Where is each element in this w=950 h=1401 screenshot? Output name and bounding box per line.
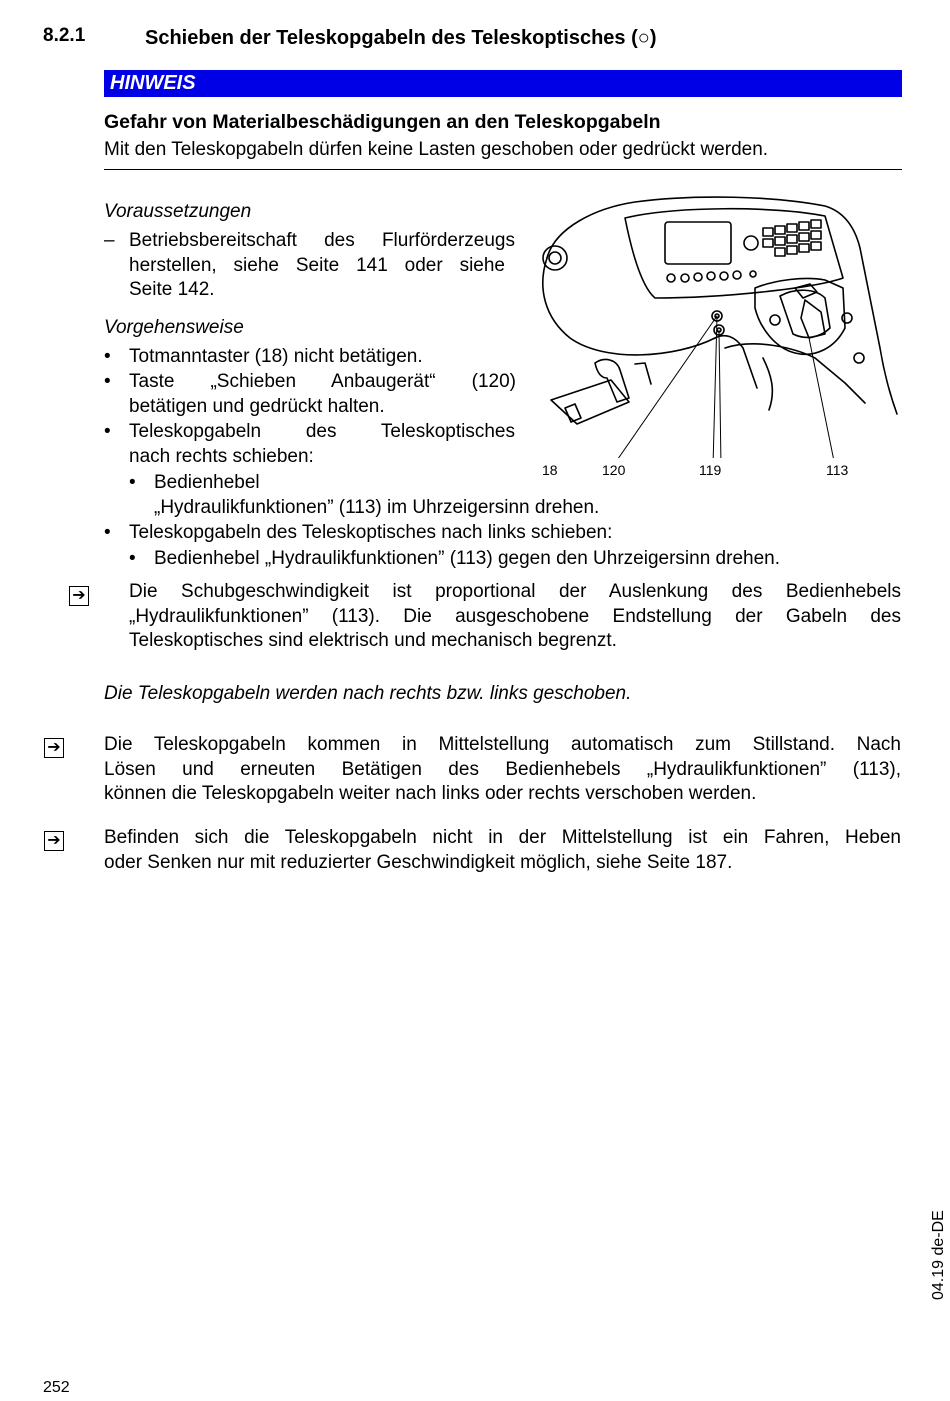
bullet: •: [104, 346, 111, 367]
note-line: Die Schubgeschwindigkeit ist proportional der Auslenkung des Bedienhebels: [129, 581, 901, 602]
procedure-step-line: nach rechts schieben:: [129, 445, 314, 467]
hint-label: HINWEIS: [110, 72, 196, 94]
bullet: •: [104, 371, 111, 392]
note-line: Teleskoptisches sind elektrisch und mechanisch begrenzt.: [129, 630, 617, 651]
prerequisite-line: Seite 142.: [129, 279, 215, 300]
procedure-step-line: Taste „Schieben Anbaugerät“ (120): [129, 371, 516, 392]
procedure-heading: Vorgehensweise: [104, 317, 244, 338]
prerequisite-line: herstellen, siehe Seite 141 oder siehe: [129, 254, 505, 276]
procedure-substep: [154, 471, 599, 520]
procedure-step: [129, 370, 516, 419]
figure-callout-120: 120: [602, 462, 626, 478]
procedure-substep-line: Bedienhebel: [154, 472, 260, 493]
document-code: 04.19 de-DE: [930, 1210, 947, 1300]
figure-callout-119: 119: [699, 462, 722, 478]
note-text: [129, 580, 901, 654]
figure-callout-18: 18: [542, 462, 558, 478]
note-line: Die Teleskopgabeln kommen in Mittelstellung automatisch zum Stillstand. Nach: [104, 734, 901, 755]
hint-banner: [104, 70, 902, 97]
bullet: •: [129, 472, 136, 493]
note-arrow-icon: ➔: [69, 586, 89, 606]
prerequisite-line: Betriebsbereitschaft des Flurförderzeugs: [129, 230, 515, 251]
section-number: 8.2.1: [43, 25, 86, 46]
note-line: können die Teleskopgabeln weiter nach links oder rechts verschoben werden.: [104, 783, 757, 804]
bullet: •: [104, 522, 111, 543]
bullet: •: [129, 548, 136, 569]
note-text: [104, 826, 901, 875]
note-line: oder Senken nur mit reduzierter Geschwindigkeit möglich, siehe Seite 187.: [104, 851, 733, 873]
procedure-step: Teleskopgabeln des Teleskoptisches nach links schieben:: [129, 522, 613, 543]
procedure-step: [129, 420, 515, 469]
prerequisites-heading: Voraussetzungen: [104, 201, 252, 222]
bullet: •: [104, 421, 111, 442]
procedure-substep: Bedienhebel „Hydraulikfunktionen” (113) gegen den Uhrzeigersinn drehen.: [154, 548, 780, 569]
procedure-step: Totmanntaster (18) nicht betätigen.: [129, 346, 423, 367]
note-line: Lösen und erneuten Betätigen des Bedienhebels „Hydraulikfunktionen” (113),: [104, 758, 901, 780]
note-arrow-icon: ➔: [44, 738, 64, 758]
page-number: 252: [43, 1379, 70, 1396]
hint-text: Mit den Teleskopgabeln dürfen keine Lasten geschoben oder gedrückt werden.: [104, 139, 769, 160]
procedure-step-line: Teleskopgabeln des Teleskoptisches: [129, 421, 515, 442]
hint-heading: Gefahr von Materialbeschädigungen an den Teleskopgabeln: [104, 111, 661, 133]
prerequisite-item: [129, 229, 515, 303]
note-line: Befinden sich die Teleskopgabeln nicht in der Mittelstellung ist ein Fahren, Heben: [104, 827, 901, 848]
control-panel-figure: [525, 188, 905, 458]
note-text: [104, 733, 901, 807]
hint-divider: [104, 169, 902, 170]
result-text: Die Teleskopgabeln werden nach rechts bzw. links geschoben.: [104, 683, 632, 704]
procedure-substep-line: „Hydraulikfunktionen” (113) im Uhrzeigersinn drehen.: [154, 496, 600, 518]
note-arrow-icon: ➔: [44, 831, 64, 851]
note-line: „Hydraulikfunktionen” (113). Die ausgeschobene Endstellung der Gabeln des: [129, 605, 901, 627]
figure-callout-113: 113: [826, 462, 849, 478]
section-title: Schieben der Teleskopgabeln des Teleskoptisches (○): [145, 27, 657, 49]
procedure-step-line: betätigen und gedrückt halten.: [129, 395, 385, 417]
dash-marker: –: [104, 230, 115, 251]
